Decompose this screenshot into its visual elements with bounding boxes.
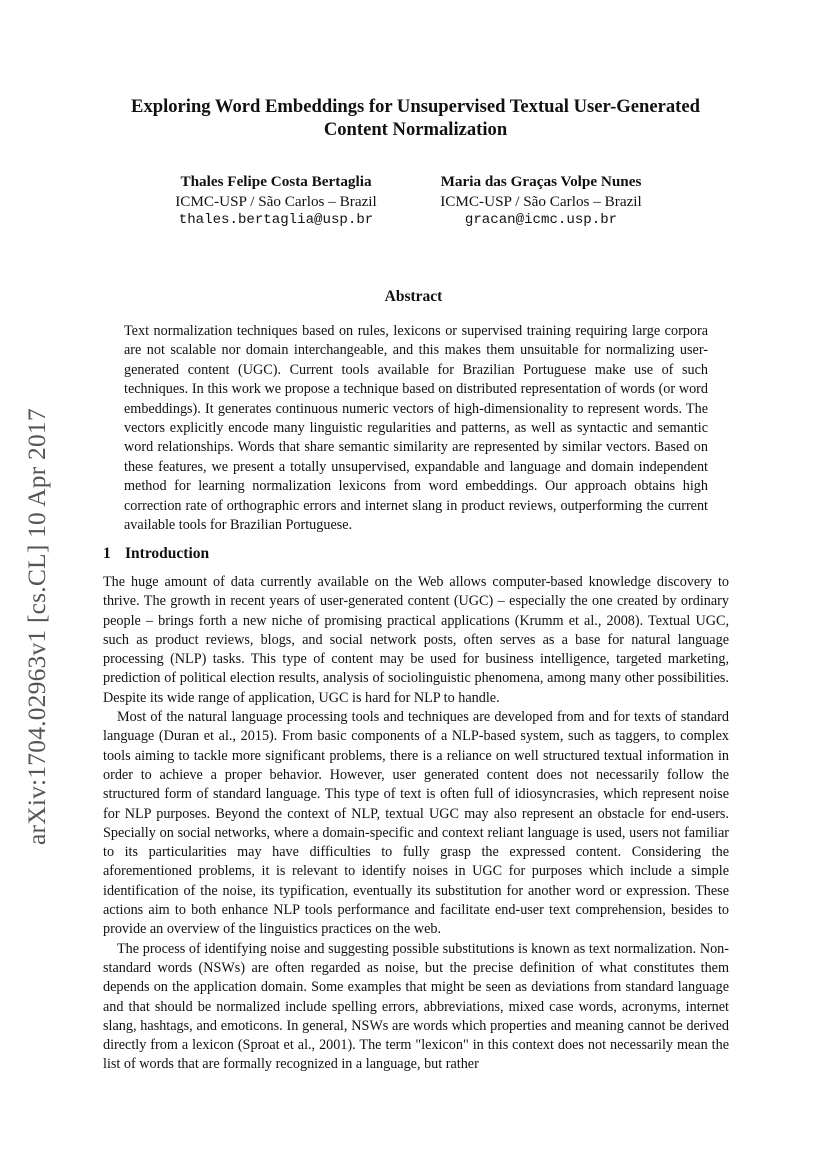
body-paragraph: Most of the natural language processing tools and techniques are developed from and for texts of standard language (Duran et al., 2015). From basic components of a NLP-based system, such as taggers, to complex tools aiming to tackle more significant problems, there is a reliance on well structured textual information in order to achieve a proper behavior. However, user generated content does not necessarily follow the structured form of standard language. This type of text is often full of idiosyncrasies, which represent noise for NLP purposes. Beyond the context of NLP, textual UGC may also represent an obstacle for end-users. Specially on social networks, where a domain-specific and context reliant language is used, users not familiar to its particularities may have difficulties to fully grasp the expressed content. Considering the aforementioned problems, it is relevant to identify noises in UGC for purposes which include a simple identification of the noise, its typification, eventually its substitution for another word or expression. These actions aim to both enhance NLP tools performance and facilitate end-user text comprehension, besides to provide an overview of the linguistics practices on the web. — [103, 709, 729, 938]
paper-title: Exploring Word Embeddings for Unsupervised Textual User-Generated Content Normalization — [131, 96, 700, 140]
arxiv-identifier-stamp: arXiv:1704.02963v1 [cs.CL] 10 Apr 2017 — [22, 408, 51, 845]
body-paragraph: The huge amount of data currently available on the Web allows computer-based knowledge discovery to thrive. The growth in recent years of user-generated content (UGC) – especially the one created by ordinary people – brings forth a new niche of promising practical applications (Krumm et al., 2008). Textual UGC, such as product reviews, blogs, and social network posts, often serves as a base for natural language processing (NLP) tasks. This type of content may be used for business intelligence, targeted marketing, prediction of political election results, analysis of sociolinguistic phenomena, among many other possibilities. Despite its wide range of application, UGC is hard for NLP to handle. — [103, 574, 729, 706]
body-paragraph: The process of identifying noise and suggesting possible substitutions is known as text normalization. Non-standard words (NSWs) are often regarded as noise, but the precise definition of what constitutes them depends on the application domain. Some examples that might be seen as deviations from standard language and that should be normalized include spelling errors, abbreviations, mixed case words, acronyms, internet slang, hashtags, and emoticons. In general, NSWs are words which properties and meaning cannot be derived directly from a lexicon (Sproat et al., 2001). The term "lexicon" in this context does not necessarily mean the list of words that are formally recognized in a language, but rather — [103, 940, 729, 1073]
author-block-2 — [391, 172, 691, 231]
author-email: thales.bertaglia@usp.br — [178, 212, 374, 228]
section-body — [103, 573, 729, 1075]
section-title: Introduction — [125, 545, 210, 562]
author-name: Thales Felipe Costa Bertaglia — [180, 173, 372, 190]
author-block-1 — [126, 172, 426, 231]
author-name: Maria das Graças Volpe Nunes — [440, 173, 642, 190]
author-affiliation: ICMC-USP / São Carlos – Brazil — [440, 192, 642, 210]
abstract-heading: Abstract — [384, 288, 443, 305]
section-heading — [103, 545, 209, 563]
author-affiliation: ICMC-USP / São Carlos – Brazil — [175, 192, 377, 210]
author-email: gracan@icmc.usp.br — [464, 212, 618, 228]
abstract-text: Text normalization techniques based on rules, lexicons or supervised training requiring large corpora are not scalable nor domain interchangeable, and this makes them unsuitable for normalizing user-generated content (UGC). Current tools available for Brazilian Portuguese make use of such techniques. In this work we propose a technique based on distributed representation of words (or word embeddings). It generates continuous numeric vectors of high-dimensionality to represent words. The vectors explicitly encode many linguistic regularities and patterns, as well as syntactic and semantic word relationships. Words that share semantic similarity are represented by similar vectors. Based on these features, we present a totally unsupervised, expandable and language and domain independent method for learning normalization lexicons from word embeddings. Our approach obtains high correction rate of orthographic errors and internet slang in product reviews, outperforming the current available tools for Brazilian Portuguese. — [124, 323, 708, 534]
section-number: 1 — [103, 545, 111, 562]
